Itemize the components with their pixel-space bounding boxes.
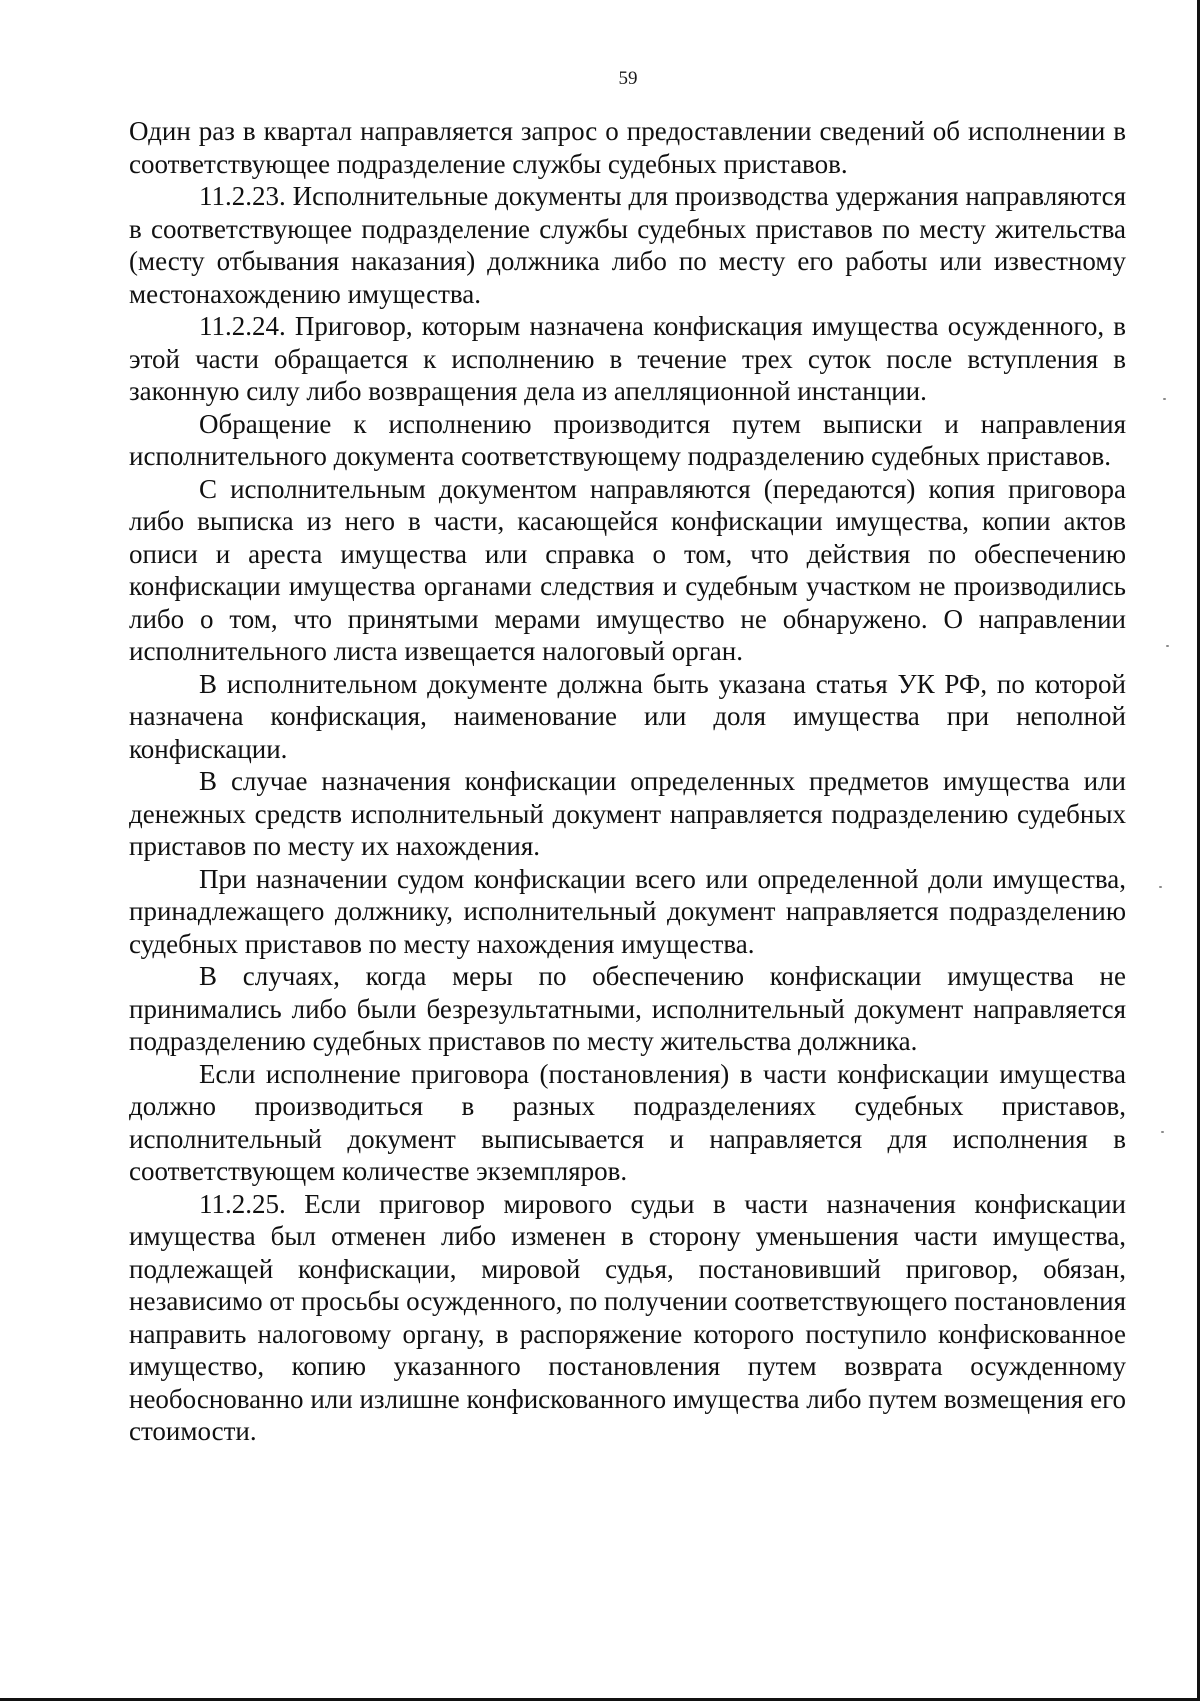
- scan-speck: [1166, 645, 1169, 647]
- paragraph-6: В исполнительном документе должна быть указана статья УК РФ, по которой назначена конфискация, наименование или доля имущества при неполной конфискации.: [129, 668, 1126, 764]
- paragraph-10: Если исполнение приговора (постановления) в части конфискации имущества должно производиться в разных подразделениях судебных приставов, исполнительный документ выписывается и направляется для исполнения в соответствующем количестве экземпляров.: [129, 1058, 1126, 1186]
- paragraph-2: 11.2.23. Исполнительные документы для производства удержания направляются в соответствующее подразделение службы судебных приставов по месту жительства (месту отбывания наказания) должника либо по месту его работы или известному местонахождению имущества.: [129, 181, 1126, 309]
- paragraph-11: 11.2.25. Если приговор мирового судьи в части назначения конфискации имущества был отменен либо изменен в сторону уменьшения части имущества, подлежащей конфискации, мировой судья, постановивший приговор, обязан, независимо от просьбы осужденного, по получении соответствующего постановления направить налоговому органу, в распоряжение которого поступило конфискованное имущество, копию указанного постановления путем возврата осужденному необоснованно или излишне конфискованного имущества либо путем возмещения его стоимости.: [129, 1188, 1126, 1446]
- scan-speck: [1163, 398, 1166, 400]
- document-body: [129, 115, 1126, 1448]
- paragraph-8: При назначении судом конфискации всего или определенной доли имущества, принадлежащего должнику, исполнительный документ направляется подразделению судебных приставов по месту нахождения имущества.: [129, 863, 1126, 959]
- scan-speck: [1161, 1131, 1164, 1133]
- paragraph-9: В случаях, когда меры по обеспечению конфискации имущества не принимались либо были безрезультатными, исполнительный документ направляется подразделению судебных приставов по месту жительства должника.: [129, 961, 1126, 1056]
- paragraph-1: Один раз в квартал направляется запрос о предоставлении сведений об исполнении в соответствующее подразделение службы судебных приставов.: [129, 116, 1126, 179]
- paragraph-5: С исполнительным документом направляются (передаются) копия приговора либо выписка из него в части, касающейся конфискации имущества, копии актов описи и ареста имущества или справка о том, что действия по обеспечению конфискации имущества органами следствия и судебным участком не производились либо о том, что принятыми мерами имущество не обнаружено. О направлении исполнительного листа извещается налоговый орган.: [129, 473, 1126, 666]
- paragraph-3: 11.2.24. Приговор, которым назначена конфискация имущества осужденного, в этой части обращается к исполнению в течение трех суток после вступления в законную силу либо возвращения дела из апелляционной инстанции.: [129, 311, 1126, 406]
- paragraph-4: Обращение к исполнению производится путем выписки и направления исполнительного документа соответствующему подразделению судебных приставов.: [129, 408, 1126, 471]
- paragraph-7: В случае назначения конфискации определенных предметов имущества или денежных средств исполнительный документ направляется подразделению судебных приставов по месту их нахождения.: [129, 766, 1126, 861]
- page-number: 59: [618, 68, 638, 89]
- scan-speck: [1159, 886, 1162, 888]
